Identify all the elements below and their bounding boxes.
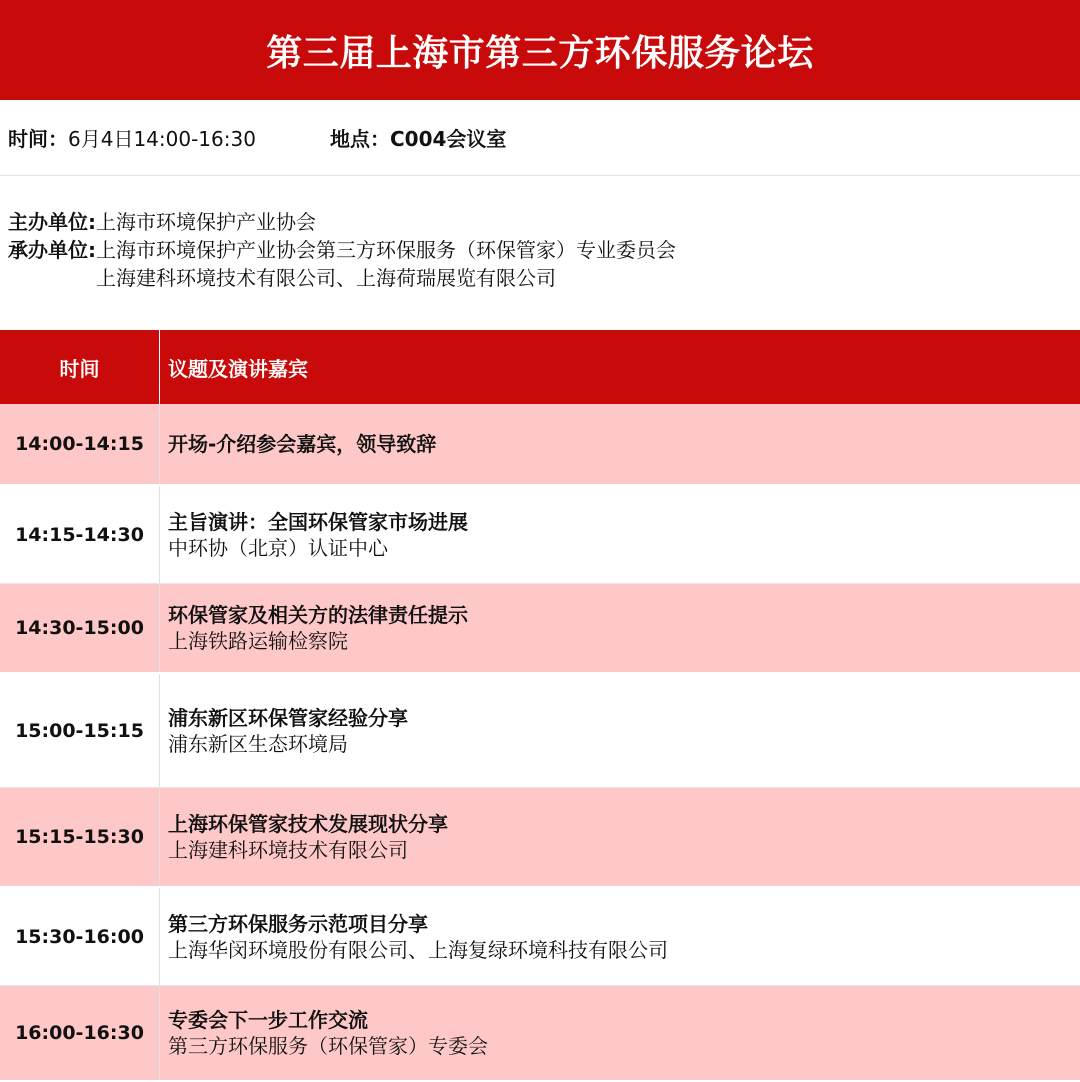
event-time bbox=[8, 123, 256, 152]
host-line bbox=[8, 208, 1068, 236]
header-topic: 议题及演讲嘉宾 bbox=[168, 356, 308, 381]
row-speaker: 中环协（北京）认证中心 bbox=[168, 535, 388, 560]
agenda-table-header bbox=[0, 330, 1080, 404]
table-row bbox=[0, 404, 1080, 486]
table-row bbox=[0, 986, 1080, 1080]
co-organizer-line bbox=[8, 236, 1068, 264]
co-organizer-label: 承办单位: bbox=[8, 238, 96, 262]
table-row bbox=[0, 888, 1080, 986]
row-speaker: 上海建科环境技术有限公司 bbox=[168, 838, 408, 862]
row-speaker: 上海铁路运输检察院 bbox=[168, 629, 348, 653]
row-title: 主旨演讲：全国环保管家市场进展 bbox=[168, 509, 468, 534]
row-topic bbox=[160, 584, 1080, 672]
time-label: 时间： bbox=[8, 127, 68, 151]
row-time: 15:15-15:30 bbox=[0, 788, 160, 886]
title-banner bbox=[0, 0, 1080, 100]
row-topic bbox=[160, 888, 1080, 985]
row-title: 环保管家及相关方的法律责任提示 bbox=[168, 603, 468, 627]
row-speaker: 第三方环保服务（环保管家）专委会 bbox=[168, 1034, 488, 1058]
host-label: 主办单位: bbox=[8, 210, 96, 234]
organizers-block bbox=[8, 208, 1068, 292]
row-time: 14:30-15:00 bbox=[0, 584, 160, 672]
row-title: 浦东新区环保管家经验分享 bbox=[168, 705, 408, 730]
row-time: 15:00-15:15 bbox=[0, 674, 160, 787]
row-topic bbox=[160, 404, 1080, 484]
row-speaker: 上海华闵环境股份有限公司、上海复绿环境科技有限公司 bbox=[168, 937, 668, 962]
row-speaker: 浦东新区生态环境局 bbox=[168, 731, 348, 756]
row-time: 14:15-14:30 bbox=[0, 486, 160, 583]
row-title: 专委会下一步工作交流 bbox=[168, 1008, 368, 1032]
host-value: 上海市环境保护产业协会 bbox=[96, 210, 316, 234]
row-title: 开场-介绍参会嘉宾，领导致辞 bbox=[168, 432, 437, 456]
row-time: 16:00-16:30 bbox=[0, 986, 160, 1080]
place-label: 地点： bbox=[330, 127, 390, 151]
agenda-table bbox=[0, 330, 1080, 1080]
place-value: C004会议室 bbox=[390, 127, 507, 151]
header-time: 时间 bbox=[0, 330, 160, 404]
co-organizer-value-1: 上海市环境保护产业协会第三方环保服务（环保管家）专业委员会 bbox=[96, 238, 676, 262]
row-topic bbox=[160, 986, 1080, 1080]
row-title: 第三方环保服务示范项目分享 bbox=[168, 911, 428, 936]
co-organizer-value-2: 上海建科环境技术有限公司、上海荷瑞展览有限公司 bbox=[96, 266, 556, 290]
page-title: 第三届上海市第三方环保服务论坛 bbox=[266, 32, 814, 74]
table-row bbox=[0, 674, 1080, 788]
row-topic bbox=[160, 674, 1080, 787]
row-title: 上海环保管家技术发展现状分享 bbox=[168, 812, 448, 836]
row-time: 15:30-16:00 bbox=[0, 888, 160, 985]
time-value: 6月4日14:00-16:30 bbox=[68, 127, 256, 151]
table-row bbox=[0, 486, 1080, 584]
co-organizer-line-2 bbox=[8, 264, 1068, 292]
row-time: 14:00-14:15 bbox=[0, 404, 160, 484]
table-row bbox=[0, 788, 1080, 888]
event-place bbox=[330, 123, 506, 152]
row-topic bbox=[160, 788, 1080, 886]
table-row bbox=[0, 584, 1080, 674]
event-info-row bbox=[0, 100, 1080, 176]
row-topic bbox=[160, 486, 1080, 583]
